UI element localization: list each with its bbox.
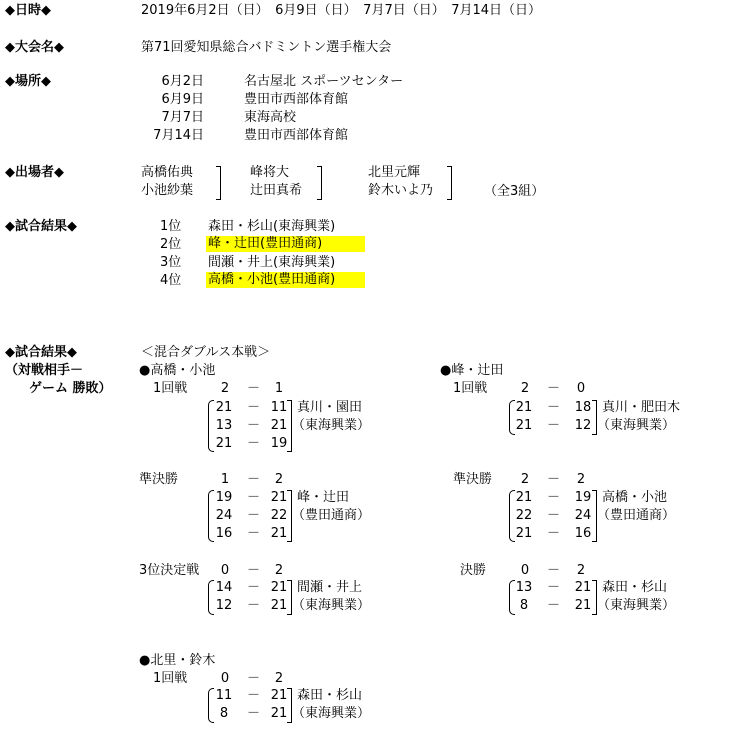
games-lost: 2 (274, 671, 284, 686)
score-own: 8 (219, 706, 229, 721)
score-own: 22 (515, 508, 533, 523)
tournament-label: ◆大会名◆ (5, 40, 64, 55)
match-round: 決勝 (460, 563, 487, 578)
rank-team: 森田・杉山(東海興業) (208, 219, 336, 234)
games-lost: 2 (576, 472, 586, 487)
games-won: 0 (220, 563, 230, 578)
dash: － (247, 472, 261, 487)
team-name: ●北里・鈴木 (139, 653, 216, 668)
games-won: 0 (220, 671, 230, 686)
dash: － (547, 526, 561, 541)
score-opp: 21 (574, 580, 592, 595)
rank-label: 2位 (160, 237, 182, 252)
opponent-name: 峰・辻田 (297, 490, 350, 505)
date-value: 2019年6月2日（日） 6月9日（日） 7月7日（日） 7月14日（日） (141, 3, 542, 18)
dash: － (247, 381, 261, 396)
games-lost: 0 (576, 381, 586, 396)
dash: － (247, 598, 261, 613)
games-lost: 2 (274, 472, 284, 487)
opponent-club: （東海興業） (292, 706, 371, 721)
score-own: 8 (519, 598, 529, 613)
opponent-name: 真川・園田 (297, 400, 363, 415)
score-own: 12 (215, 598, 233, 613)
venue-place: 豊田市西部体育館 (244, 92, 349, 107)
score-opp: 24 (574, 508, 592, 523)
dash: － (247, 563, 261, 578)
dash: － (547, 418, 561, 433)
games-lost: 2 (576, 563, 586, 578)
match-round: 準決勝 (139, 472, 179, 487)
venue-date: 6月9日 (161, 92, 204, 107)
rank-team-highlight: 高橋・小池(豊田通商) (206, 272, 365, 288)
games-lost: 2 (274, 563, 284, 578)
rank-team: 間瀬・井上(東海興業) (208, 255, 336, 270)
opponent-name: 間瀬・井上 (297, 580, 363, 595)
score-opp: 21 (270, 706, 288, 721)
games-won: 2 (220, 381, 230, 396)
dash: － (247, 508, 261, 523)
score-own: 19 (215, 490, 233, 505)
score-opp: 21 (270, 580, 288, 595)
detail-sub2: ゲーム 勝敗） (29, 381, 112, 396)
team-name: ●峰・辻田 (440, 363, 504, 378)
score-own: 21 (215, 400, 233, 415)
dash: － (547, 490, 561, 505)
detail-label: ◆試合結果◆ (5, 345, 77, 360)
player-name: 峰将大 (250, 165, 290, 180)
score-opp: 21 (270, 418, 288, 433)
score-opp: 21 (270, 598, 288, 613)
venue-place: 東海高校 (244, 110, 297, 125)
event-title: ＜混合ダブルス本戦＞ (141, 345, 271, 360)
player-name: 鈴木いよ乃 (368, 183, 434, 198)
dash: － (547, 580, 561, 595)
score-opp: 11 (270, 400, 288, 415)
score-own: 11 (215, 688, 233, 703)
opponent-club: （東海興業） (597, 418, 676, 433)
score-own: 24 (215, 508, 233, 523)
tournament-value: 第71回愛知県総合バドミントン選手権大会 (141, 40, 392, 55)
games-won: 2 (520, 472, 530, 487)
team-name: ●高橋・小池 (139, 363, 216, 378)
score-own: 21 (515, 400, 533, 415)
score-own: 14 (215, 580, 233, 595)
dash: － (547, 400, 561, 415)
dash: － (547, 563, 561, 578)
dash: － (247, 418, 261, 433)
results-label: ◆試合結果◆ (5, 219, 77, 234)
dash: － (547, 508, 561, 523)
dash: － (247, 436, 261, 451)
venue-label: ◆場所◆ (5, 74, 51, 89)
dash: － (547, 598, 561, 613)
score-opp: 21 (270, 526, 288, 541)
venue-date: 7月14日 (153, 128, 204, 143)
games-won: 1 (220, 472, 230, 487)
score-opp: 19 (574, 490, 592, 505)
pair-bracket (216, 166, 221, 200)
venue-date: 7月7日 (161, 110, 204, 125)
opponent-club: （東海興業） (292, 598, 371, 613)
rank-label: 1位 (160, 219, 182, 234)
pair-bracket (317, 166, 322, 200)
opponent-name: 高橋・小池 (602, 490, 668, 505)
dash: － (547, 381, 561, 396)
dash: － (247, 526, 261, 541)
opponent-name: 森田・杉山 (297, 688, 363, 703)
games-won: 0 (520, 563, 530, 578)
dash: － (547, 472, 561, 487)
opponent-name: 真川・肥田木 (602, 400, 681, 415)
games-lost: 1 (274, 381, 284, 396)
dash: － (247, 490, 261, 505)
match-round: 1回戦 (153, 671, 188, 686)
dash: － (247, 671, 261, 686)
opponent-name: 森田・杉山 (602, 580, 668, 595)
venue-place: 豊田市西部体育館 (244, 128, 349, 143)
score-own: 21 (515, 418, 533, 433)
dash: － (247, 706, 261, 721)
match-round: 3位決定戦 (139, 563, 200, 578)
match-round: 1回戦 (453, 381, 488, 396)
opponent-club: （豊田通商） (597, 508, 676, 523)
pair-bracket (447, 166, 452, 200)
games-won: 2 (520, 381, 530, 396)
score-opp: 22 (270, 508, 288, 523)
player-name: 北里元輝 (368, 165, 421, 180)
score-opp: 19 (270, 436, 288, 451)
score-opp: 21 (574, 598, 592, 613)
venue-place: 名古屋北 スポーツセンター (244, 74, 404, 89)
opponent-club: （東海興業） (292, 418, 371, 433)
score-own: 16 (215, 526, 233, 541)
opponent-club: （豊田通商） (292, 508, 371, 523)
score-own: 13 (215, 418, 233, 433)
venue-date: 6月2日 (161, 74, 204, 89)
score-opp: 12 (574, 418, 592, 433)
dash: － (247, 400, 261, 415)
player-name: 辻田真希 (250, 183, 303, 198)
player-name: 小池紗葉 (141, 183, 194, 198)
opponent-club: （東海興業） (597, 598, 676, 613)
player-name: 高橋佑典 (141, 165, 194, 180)
dash: － (247, 580, 261, 595)
dash: － (247, 688, 261, 703)
date-label: ◆日時◆ (5, 3, 51, 18)
score-opp: 16 (574, 526, 592, 541)
rank-label: 3位 (160, 255, 182, 270)
rank-team-highlight: 峰・辻田(豊田通商) (206, 236, 365, 252)
score-opp: 18 (574, 400, 592, 415)
detail-sub1: （対戦相手－ (5, 363, 84, 378)
rank-label: 4位 (160, 273, 182, 288)
score-opp: 21 (270, 490, 288, 505)
score-own: 21 (515, 526, 533, 541)
match-round: 1回戦 (153, 381, 188, 396)
pairs-total: （全3組） (484, 184, 545, 199)
match-round: 準決勝 (453, 472, 493, 487)
score-own: 13 (515, 580, 533, 595)
score-opp: 21 (270, 688, 288, 703)
score-own: 21 (215, 436, 233, 451)
players-label: ◆出場者◆ (5, 165, 64, 180)
score-own: 21 (515, 490, 533, 505)
